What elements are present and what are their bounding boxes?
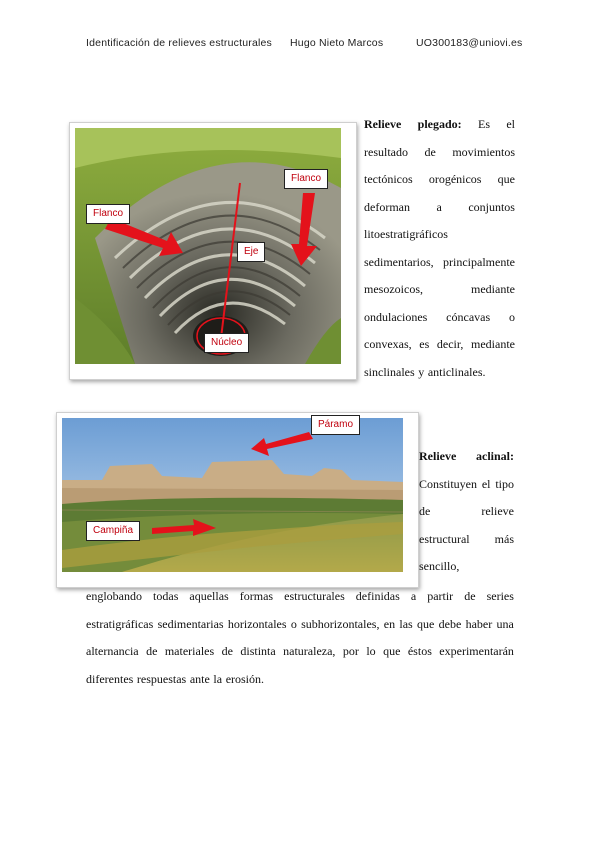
word: que [383, 644, 401, 658]
word: de [221, 644, 233, 658]
word: orogénicos [428, 172, 482, 186]
paragraph-line [86, 583, 514, 611]
paragraph-line [86, 638, 514, 666]
word: en [383, 616, 396, 631]
plegado-text [364, 111, 515, 386]
word: convexas, [364, 337, 412, 351]
word: formas [239, 589, 274, 603]
word: horizontales [227, 616, 287, 631]
word: todas [153, 589, 179, 603]
word: naturaleza, [283, 644, 336, 658]
word: tectónicos [364, 172, 413, 186]
word: o [290, 616, 297, 631]
word: de [146, 644, 158, 658]
plegado-line [364, 194, 515, 222]
word: tipo [495, 476, 514, 491]
plegado-line [364, 276, 515, 304]
word: una [496, 616, 514, 631]
word: estructural [419, 531, 470, 546]
word: el [481, 476, 491, 491]
word: plegado: [417, 117, 462, 131]
word: respuestas [136, 671, 187, 686]
word: debe [438, 616, 462, 631]
header-email: UO300183@uniovi.es [416, 37, 523, 49]
word: mediante [471, 282, 515, 296]
word: que [497, 172, 515, 186]
word: estratigráficas [86, 616, 154, 631]
word: partir [427, 589, 454, 603]
paragraph-line [86, 611, 514, 639]
word: alternancia [86, 644, 139, 658]
plegado-line [364, 139, 515, 167]
mesa-photo [56, 412, 419, 588]
word: litoestratigráficos [364, 227, 448, 241]
plegado-line [364, 359, 515, 387]
aclinal-line [419, 526, 514, 554]
label-paramo: Páramo [311, 415, 360, 435]
word: Es [477, 117, 490, 131]
word: a [410, 589, 417, 603]
word: de [464, 589, 476, 603]
label-nucleo: Núcleo [204, 333, 249, 353]
word: de [419, 504, 431, 518]
word: englobando [86, 589, 142, 603]
word: éstos [407, 644, 432, 658]
word: ante [189, 671, 210, 686]
word: experimentarán [439, 644, 514, 658]
word: relieve [481, 504, 514, 518]
word: la [213, 671, 223, 686]
word: de [424, 144, 436, 159]
word: anticlinales. [427, 364, 486, 379]
header-author: Hugo Nieto Marcos [290, 37, 384, 49]
label-flanco-right: Flanco [284, 169, 328, 189]
body-paragraph [86, 583, 514, 693]
word: Constituyen [419, 476, 478, 491]
word: Relieve [364, 117, 402, 131]
paragraph-line [86, 666, 514, 694]
word: materiales [164, 644, 215, 658]
word: movimientos [452, 144, 515, 159]
word: haber [465, 616, 493, 631]
word: por [342, 644, 359, 658]
header-title: Identificación de relieves estructurales [86, 37, 273, 49]
aclinal-line [419, 471, 514, 499]
word: el [506, 117, 515, 131]
word: resultado [364, 144, 408, 159]
word: deforman [364, 199, 410, 214]
word: cóncavas [446, 309, 491, 324]
word: definidas [355, 589, 400, 603]
label-campina: Campiña [86, 521, 140, 541]
word: sedimentarias [157, 616, 224, 631]
word: ondulaciones [364, 309, 428, 324]
plegado-line [364, 166, 515, 194]
word: erosión. [225, 671, 265, 686]
word: que [417, 616, 435, 631]
word: aclinal: [476, 449, 514, 463]
plegado-line [364, 304, 515, 332]
word: Relieve [419, 449, 457, 463]
word: sedimentarios, [364, 254, 434, 269]
plegado-line [364, 111, 515, 139]
plegado-line [364, 249, 515, 277]
word: subhorizontales, [301, 616, 380, 631]
word: sencillo, [419, 559, 460, 573]
aclinal-line [419, 553, 514, 581]
word: las [399, 616, 413, 631]
word: distinta [240, 644, 276, 658]
word: más [494, 531, 514, 546]
label-eje: Eje [237, 242, 265, 262]
fold-photo-image [75, 128, 341, 364]
word: diferentes [86, 671, 134, 686]
word: es [419, 337, 430, 351]
aclinal-line [419, 443, 514, 471]
word: mesozoicos, [364, 282, 423, 296]
mesa-photo-image [62, 418, 403, 572]
word: o [509, 309, 515, 324]
word: series [486, 589, 514, 603]
word: principalmente [443, 254, 515, 269]
word: aquellas [189, 589, 229, 603]
word: sinclinales [364, 364, 415, 379]
aclinal-text [419, 443, 514, 581]
plegado-line [364, 221, 515, 249]
label-flanco-left: Flanco [86, 204, 130, 224]
plegado-line [364, 331, 515, 359]
word: mediante [471, 337, 515, 351]
word: y [418, 364, 425, 379]
word: a [436, 199, 442, 214]
word: conjuntos [468, 199, 515, 214]
word: decir, [436, 337, 464, 351]
word: estructurales [284, 589, 345, 603]
word: lo [366, 644, 376, 658]
aclinal-line [419, 498, 514, 526]
